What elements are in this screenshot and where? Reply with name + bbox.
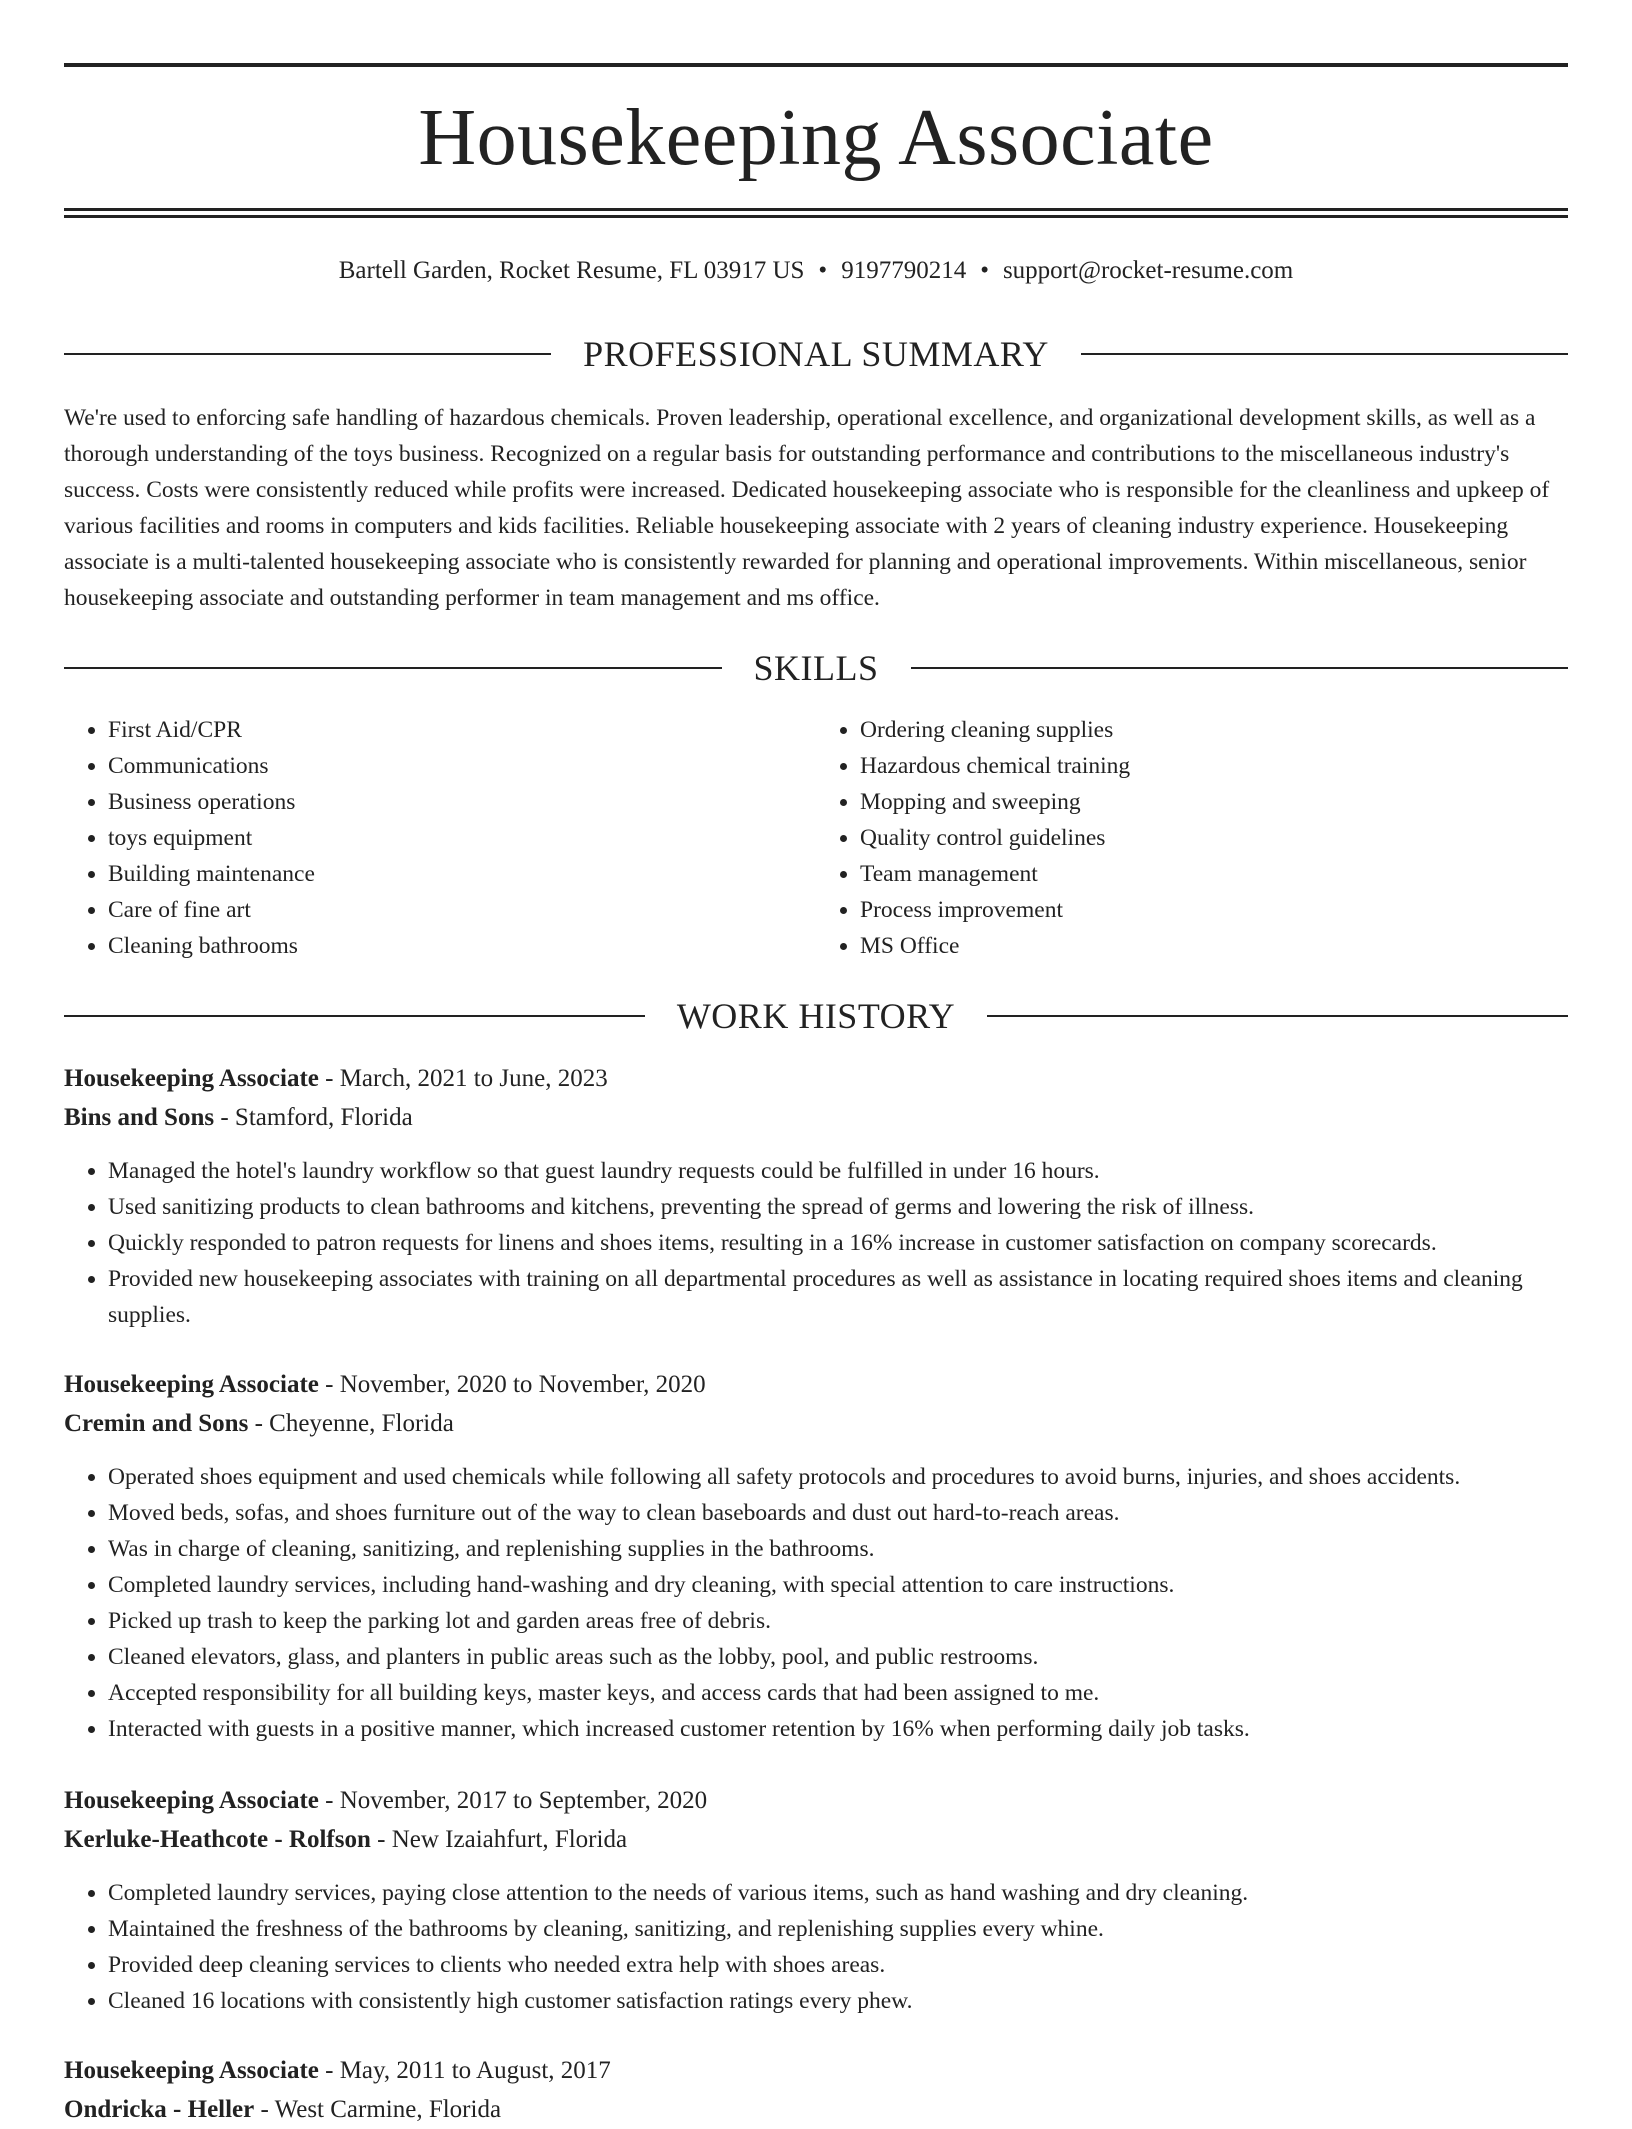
skill-item: • Cleaning bathrooms	[108, 928, 816, 964]
resume-title: Housekeeping Associate	[418, 94, 1214, 182]
job-title: Housekeeping Associate	[64, 2057, 319, 2084]
skill-item: • Ordering cleaning supplies	[860, 712, 1568, 748]
job-location: - Stamford, Florida	[214, 1104, 413, 1131]
skill-item: • First Aid/CPR	[108, 712, 816, 748]
skill-item: • Hazardous chemical training	[860, 748, 1568, 784]
job-bullet: • Provided new housekeeping associates with training on all departmental procedures as well as assistance in locating required shoes items and cleaning supplies.	[108, 1261, 1568, 1333]
job-company: Cremin and Sons	[64, 1410, 249, 1437]
job-bullet: • Used sanitizing products to clean bathrooms and kitchens, preventing the spread of germs and lowering the risk of illness.	[108, 1189, 1568, 1225]
contact-email: support@rocket-resume.com	[1002, 257, 1294, 284]
job-title-line	[64, 1782, 1568, 1820]
job-company: Bins and Sons	[64, 1104, 215, 1131]
job-company: Kerluke-Heathcote - Rolfson	[64, 1826, 371, 1853]
job-title-line	[64, 2052, 1568, 2090]
heading-rule	[64, 1015, 645, 1017]
job-bullets	[64, 1153, 1568, 1333]
skill-item: • Building maintenance	[108, 856, 816, 892]
job-bullet: • Provided deep cleaning services to clients who needed extra help with shoes areas.	[108, 1947, 1568, 1983]
job-bullet: • Interacted with guests in a positive manner, which increased customer retention by 16% when performing daily job tasks.	[108, 1711, 1568, 1747]
job-entry	[64, 1060, 1568, 1333]
job-entry	[64, 1782, 1568, 2019]
job-bullet: • Completed laundry services, paying close attention to the needs of various items, such as hand washing and dry cleaning.	[108, 1875, 1568, 1911]
job-location: - New Izaiahfurt, Florida	[370, 1826, 628, 1853]
job-dates: - November, 2017 to September, 2020	[318, 1787, 708, 1814]
job-bullet: • Was in charge of cleaning, sanitizing, and replenishing supplies in the bathrooms.	[108, 1531, 1568, 1567]
skills-list-right	[816, 712, 1568, 964]
skill-item: • Communications	[108, 748, 816, 784]
top-rule	[64, 63, 1568, 67]
job-title-line	[64, 1060, 1568, 1098]
job-bullet: • Maintained the freshness of the bathrooms by cleaning, sanitizing, and replenishing supplies every whine.	[108, 1911, 1568, 1947]
skill-item: • Business operations	[108, 784, 816, 820]
heading-rule	[911, 667, 1569, 669]
contact-phone: 9197790214	[841, 257, 967, 284]
skill-item: • Team management	[860, 856, 1568, 892]
skill-item: • MS Office	[860, 928, 1568, 964]
summary-text: We're used to enforcing safe handling of hazardous chemicals. Proven leadership, operational excellence, and organizational development skills, as well as a thorough understanding of the toys business. Recognized on a regular basis for outstanding performance and contributions to the miscellaneous industry's success. Costs were consistently reduced while profits were increased. Dedicated housekeeping associate who is responsible for the cleanliness and upkeep of various facilities and rooms in computers and kids facilities. Reliable housekeeping associate with 2 years of cleaning industry experience. Housekeeping associate is a multi-talented housekeeping associate who is consistently rewarded for planning and operational improvements. Within miscellaneous, senior housekeeping associate and outstanding performer in team management and ms office.	[64, 405, 1550, 611]
job-bullet: • Managed the hotel's laundry workflow so that guest laundry requests could be fulfilled in under 16 hours.	[108, 1153, 1568, 1189]
skill-item: • toys equipment	[108, 820, 816, 856]
summary-heading-label: PROFESSIONAL SUMMARY	[583, 334, 1049, 374]
job-title: Housekeeping Associate	[64, 1787, 319, 1814]
job-bullet: • Accepted responsibility for all building keys, master keys, and access cards that had been assigned to me.	[108, 1675, 1568, 1711]
work-heading	[64, 992, 1568, 1040]
job-company-line	[64, 1821, 1568, 1859]
job-bullets	[64, 1459, 1568, 1747]
job-bullet: • Cleaned 16 locations with consistently high customer satisfaction ratings every phew.	[108, 1983, 1568, 2019]
heading-rule	[987, 1015, 1568, 1017]
job-dates: - May, 2011 to August, 2017	[318, 2057, 611, 2084]
job-entry	[64, 2052, 1568, 2129]
summary-heading	[64, 330, 1568, 378]
job-company: Ondricka - Heller	[64, 2096, 255, 2123]
skill-item: • Mopping and sweeping	[860, 784, 1568, 820]
job-bullets	[64, 1875, 1568, 2019]
job-bullet: • Operated shoes equipment and used chemicals while following all safety protocols and procedures to avoid burns, injuries, and shoes accidents.	[108, 1459, 1568, 1495]
heading-rule	[1081, 353, 1568, 355]
job-bullet: • Moved beds, sofas, and shoes furniture out of the way to clean baseboards and dust out hard-to-reach areas.	[108, 1495, 1568, 1531]
skills-list-left	[64, 712, 816, 964]
job-location: - Cheyenne, Florida	[248, 1410, 454, 1437]
job-title: Housekeeping Associate	[64, 1065, 319, 1092]
skill-item: • Quality control guidelines	[860, 820, 1568, 856]
job-title: Housekeeping Associate	[64, 1371, 319, 1398]
work-heading-label: WORK HISTORY	[676, 996, 956, 1036]
job-company-line	[64, 1099, 1568, 1137]
job-company-line	[64, 1405, 1568, 1443]
skills-columns	[64, 712, 1568, 964]
title-double-rule	[64, 208, 1568, 218]
job-bullet: • Cleaned elevators, glass, and planters in public areas such as the lobby, pool, and public restrooms.	[108, 1639, 1568, 1675]
job-dates: - November, 2020 to November, 2020	[318, 1371, 706, 1398]
job-bullet: • Quickly responded to patron requests for linens and shoes items, resulting in a 16% increase in customer satisfaction on company scorecards.	[108, 1225, 1568, 1261]
job-bullet: • Picked up trash to keep the parking lot and garden areas free of debris.	[108, 1603, 1568, 1639]
job-dates: - March, 2021 to June, 2023	[318, 1065, 608, 1092]
job-company-line	[64, 2091, 1568, 2129]
contact-separator: •	[980, 257, 989, 284]
job-title-line	[64, 1366, 1568, 1404]
heading-rule	[64, 667, 722, 669]
heading-rule	[64, 353, 551, 355]
skill-item: • Care of fine art	[108, 892, 816, 928]
skill-item: • Process improvement	[860, 892, 1568, 928]
skills-heading	[64, 644, 1568, 692]
skills-heading-label: SKILLS	[753, 648, 879, 688]
contact-line	[64, 254, 1568, 288]
job-entry	[64, 1366, 1568, 1747]
job-bullet: • Completed laundry services, including hand-washing and dry cleaning, with special attention to care instructions.	[108, 1567, 1568, 1603]
contact-separator: •	[818, 257, 828, 284]
contact-address: Bartell Garden, Rocket Resume, FL 03917 US	[338, 257, 805, 284]
job-location: - West Carmine, Florida	[254, 2096, 502, 2123]
